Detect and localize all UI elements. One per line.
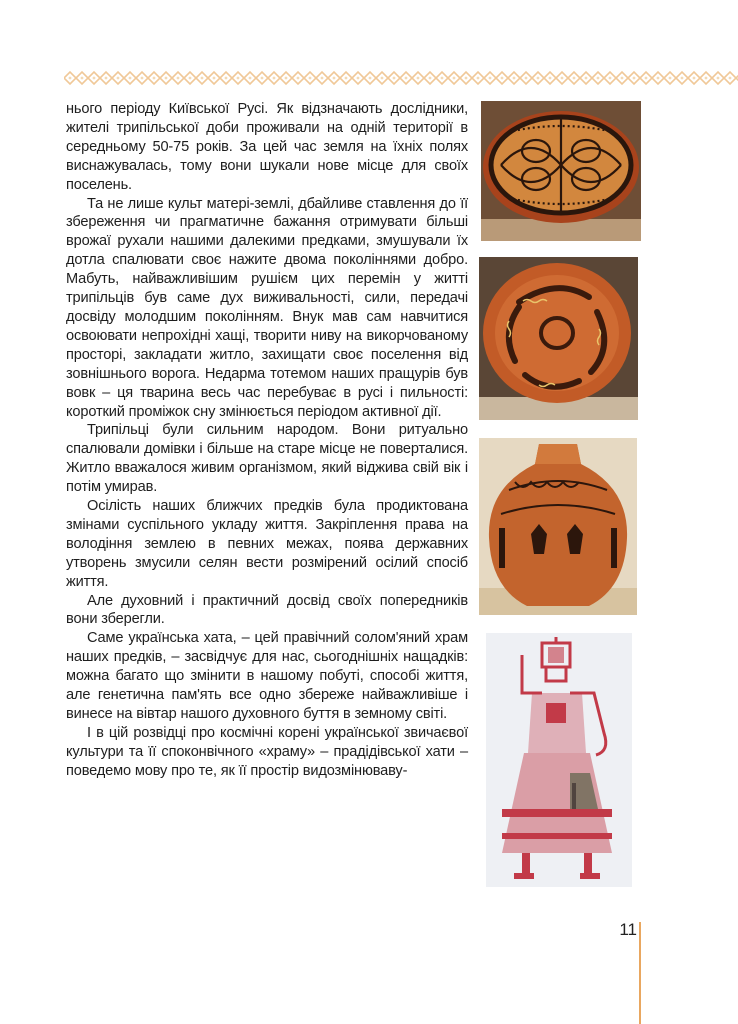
page-number: 11	[619, 920, 637, 939]
paragraph: Осілість наших ближчих предків була продиктована змінами суспільного укладу життя. Закріплення права на володіння землею в певних межах, поява державних утворень змусили селян вести розмірений осілий спосіб життя.	[66, 498, 468, 590]
paragraph: нього періоду Київської Русі. Як відзначають дослідники, жителі трипільської доби проживали на одній території в середньому 50-75 років. За цей час земля на їхніх полях виснажувалась, тому вони шукали нове місце для своїх поселень.	[66, 101, 468, 193]
paragraph: Саме українська хата, – цей правічний солом'яний храм наших предків, – засвідчує для нас, сьогоднішніх нащадків: можна багато що змінити в нашому побуті, способі життя, але генетична пам'ять все одно збереже найважливіше і винесе на вівтар нашого духовного буття в земному світі.	[66, 630, 468, 722]
trypillia-painted-vessel-image	[479, 438, 637, 615]
paragraph: Але духовний і практичний досвід своїх попередників вони зберегли.	[66, 592, 468, 628]
paragraph: І в цій розвідці про космічні корені української звичаєвої культури та її споконвічного «храму» – прадідівської хати – поведемо мову про те, як її простір видозмінюваву-	[66, 724, 468, 779]
paragraph: Трипільці були сильним народом. Вони ритуально спалювали домівки і більше на старе місце не поверталися. Житло вважалося живим організмом, який віджива свій вік і потім умирав.	[66, 422, 468, 496]
page-number-rule	[639, 922, 641, 1024]
paragraph: Та не лише культ матері-землі, дбайливе ставлення до її збереження чи прагматичне бажання отримувати більші врожаї рухали нашими далекими предками, змушували їх дотла спалювати своє нажите двома поколіннями добро. Мабуть, найважливішим рушієм цих перемін у житті трипільців був саме дух виживальності, сили, передачі досвіду молодшим поколінням. Внук мав сам навчитися освоювати непрохідні хащі, творити ниву на викорчованому просторі, закладати житло, захищати своє поселення від зовнішнього ворога. Недарма тотемом наших пращурів був вовк – ця тварина весь час перебуває в русі і пильності: короткий проміжок сну змінюється періодом активної дії.	[66, 195, 468, 420]
body-text	[66, 100, 468, 781]
trypillia-painted-bowl-image	[481, 101, 641, 241]
embroidered-goddess-figure-image	[486, 633, 632, 887]
trypillia-spiral-plate-image	[479, 257, 638, 420]
ornament-band	[64, 70, 738, 86]
